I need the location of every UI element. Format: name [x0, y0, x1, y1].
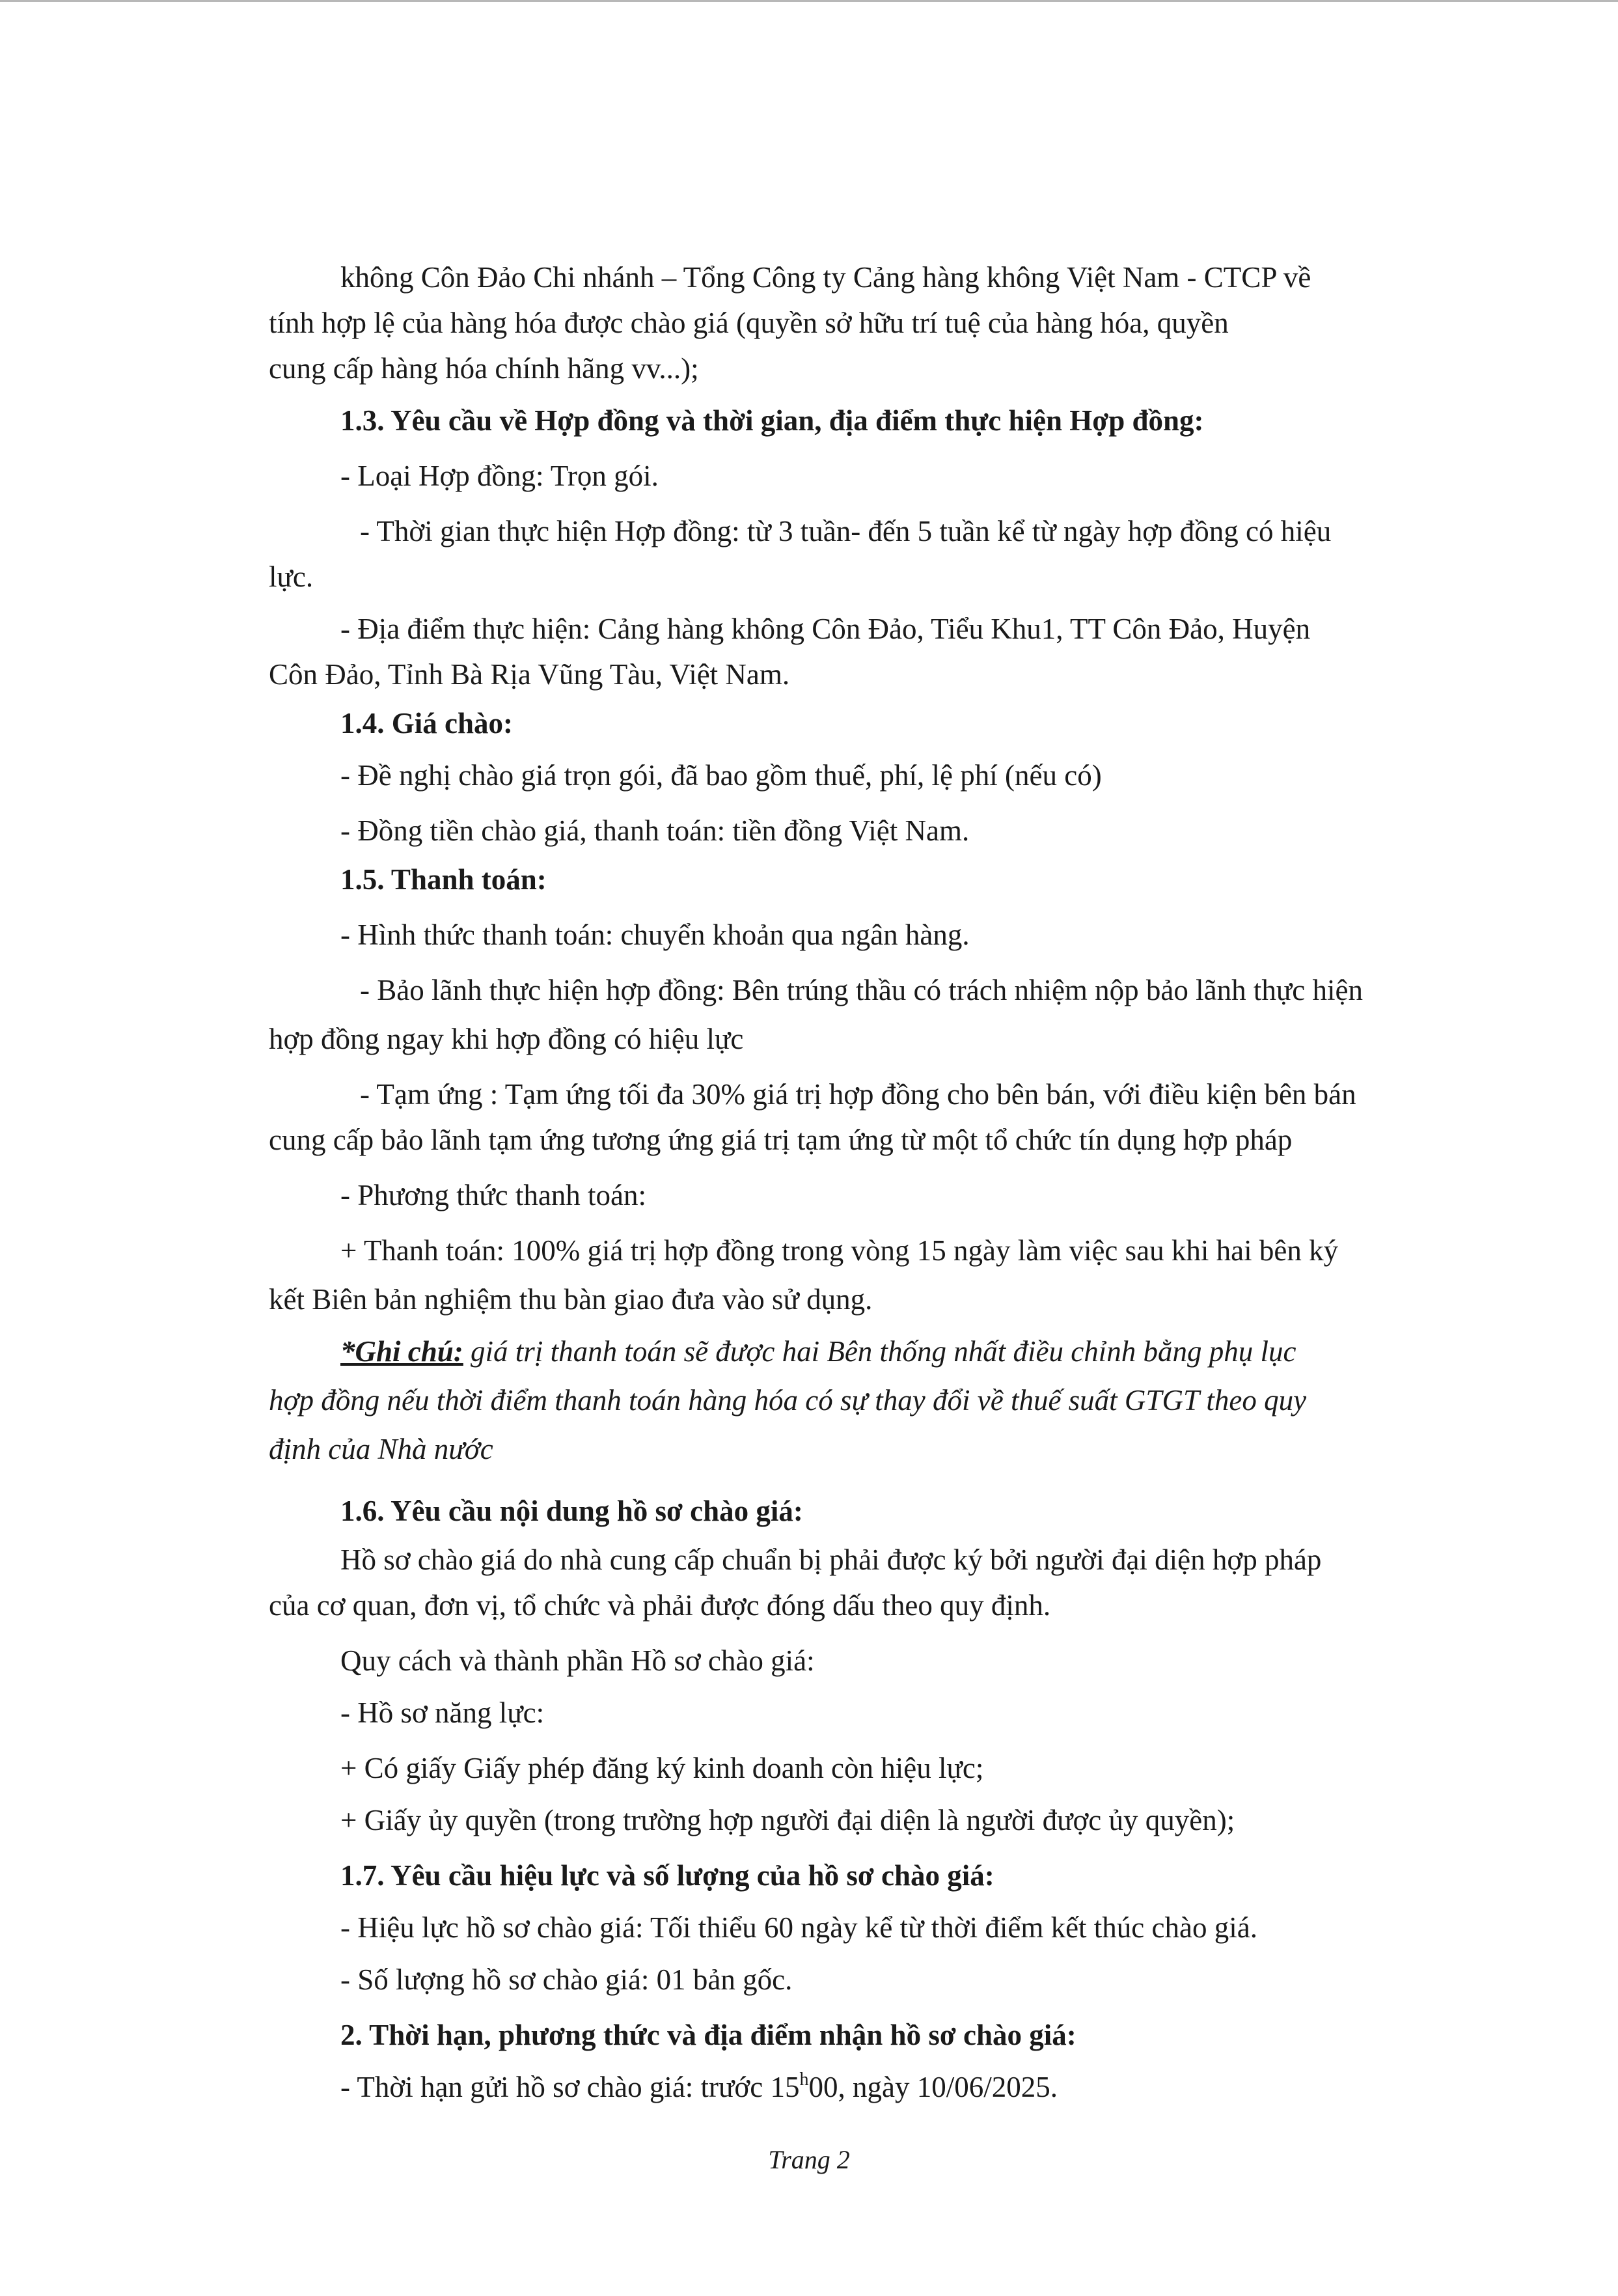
text-line: - Địa điểm thực hiện: Cảng hàng không Côn Đảo, Tiểu Khu1, TT Côn Đảo, Huyện	[340, 613, 1311, 645]
section-heading-1-3: 1.3. Yêu cầu về Hợp đồng và thời gian, địa điểm thực hiện Hợp đồng:	[340, 404, 1204, 437]
note-text: giá trị thanh toán sẽ được hai Bên thống nhất điều chỉnh bằng phụ lục	[463, 1335, 1296, 1368]
note-line	[340, 1333, 1296, 1370]
note-line: hợp đồng nếu thời điểm thanh toán hàng hóa có sự thay đổi về thuế suất GTGT theo quy	[269, 1384, 1307, 1417]
text-line: không Côn Đảo Chi nhánh – Tổng Công ty Cảng hàng không Việt Nam - CTCP về	[340, 261, 1311, 294]
text-line: - Hồ sơ năng lực:	[340, 1696, 545, 1729]
text-line: hợp đồng ngay khi hợp đồng có hiệu lực	[269, 1023, 744, 1055]
section-heading-2: 2. Thời hạn, phương thức và địa điểm nhận hồ sơ chào giá:	[340, 2019, 1076, 2051]
section-heading-1-4: 1.4. Giá chào:	[340, 707, 513, 740]
page-top-edge	[0, 0, 1618, 2]
text-line: - Số lượng hồ sơ chào giá: 01 bản gốc.	[340, 1963, 793, 1996]
text-line: Quy cách và thành phần Hồ sơ chào giá:	[340, 1644, 815, 1677]
text-line: + Thanh toán: 100% giá trị hợp đồng trong vòng 15 ngày làm việc sau khi hai bên ký	[340, 1234, 1339, 1267]
text-line: - Đề nghị chào giá trọn gói, đã bao gồm thuế, phí, lệ phí (nếu có)	[340, 759, 1102, 792]
text-line: kết Biên bản nghiệm thu bàn giao đưa vào sử dụng.	[269, 1283, 873, 1316]
section-heading-1-5: 1.5. Thanh toán:	[340, 863, 547, 896]
section-heading-1-7: 1.7. Yêu cầu hiệu lực và số lượng của hồ sơ chào giá:	[340, 1859, 994, 1892]
text-line: - Đồng tiền chào giá, thanh toán: tiền đồng Việt Nam.	[340, 814, 970, 847]
text-line: Hồ sơ chào giá do nhà cung cấp chuẩn bị phải được ký bởi người đại diện hợp pháp	[340, 1543, 1322, 1576]
text-line: - Loại Hợp đồng: Trọn gói.	[340, 460, 659, 492]
text-line: - Hình thức thanh toán: chuyển khoản qua ngân hàng.	[340, 919, 970, 951]
text-line: Côn Đảo, Tỉnh Bà Rịa Vũng Tàu, Việt Nam.	[269, 658, 790, 691]
text-line: - Hiệu lực hồ sơ chào giá: Tối thiểu 60 ngày kể từ thời điểm kết thúc chào giá.	[340, 1911, 1257, 1944]
hour-superscript: h	[799, 2069, 809, 2090]
text-line: + Có giấy Giấy phép đăng ký kinh doanh còn hiệu lực;	[340, 1752, 984, 1784]
text-line: lực.	[269, 560, 314, 593]
deadline-text: - Thời hạn gửi hồ sơ chào giá: trước 15	[340, 2071, 800, 2103]
text-line: tính hợp lệ của hàng hóa được chào giá (quyền sở hữu trí tuệ của hàng hóa, quyền	[269, 307, 1229, 339]
text-line: - Phương thức thanh toán:	[340, 1179, 647, 1211]
section-heading-1-6: 1.6. Yêu cầu nội dung hồ sơ chào giá:	[340, 1495, 803, 1527]
page-number: Trang 2	[768, 2145, 850, 2174]
deadline-date: 00, ngày 10/06/2025.	[808, 2071, 1058, 2103]
text-line: cung cấp hàng hóa chính hãng vv...);	[269, 352, 699, 385]
text-line: - Bảo lãnh thực hiện hợp đồng: Bên trúng thầu có trách nhiệm nộp bảo lãnh thực hiện	[360, 974, 1363, 1006]
text-line: cung cấp bảo lãnh tạm ứng tương ứng giá trị tạm ứng từ một tổ chức tín dụng hợp pháp	[269, 1124, 1293, 1156]
note-label: *Ghi chú:	[340, 1335, 463, 1368]
note-line: định của Nhà nước	[269, 1433, 493, 1465]
text-line: - Thời gian thực hiện Hợp đồng: từ 3 tuần- đến 5 tuần kể từ ngày hợp đồng có hiệu	[360, 515, 1332, 547]
text-line: + Giấy ủy quyền (trong trường hợp người đại diện là người được ủy quyền);	[340, 1804, 1235, 1836]
text-line: - Tạm ứng : Tạm ứng tối đa 30% giá trị hợp đồng cho bên bán, với điều kiện bên bán	[360, 1078, 1356, 1111]
text-line	[340, 2069, 1058, 2105]
text-line: của cơ quan, đơn vị, tổ chức và phải được đóng dấu theo quy định.	[269, 1589, 1051, 1622]
